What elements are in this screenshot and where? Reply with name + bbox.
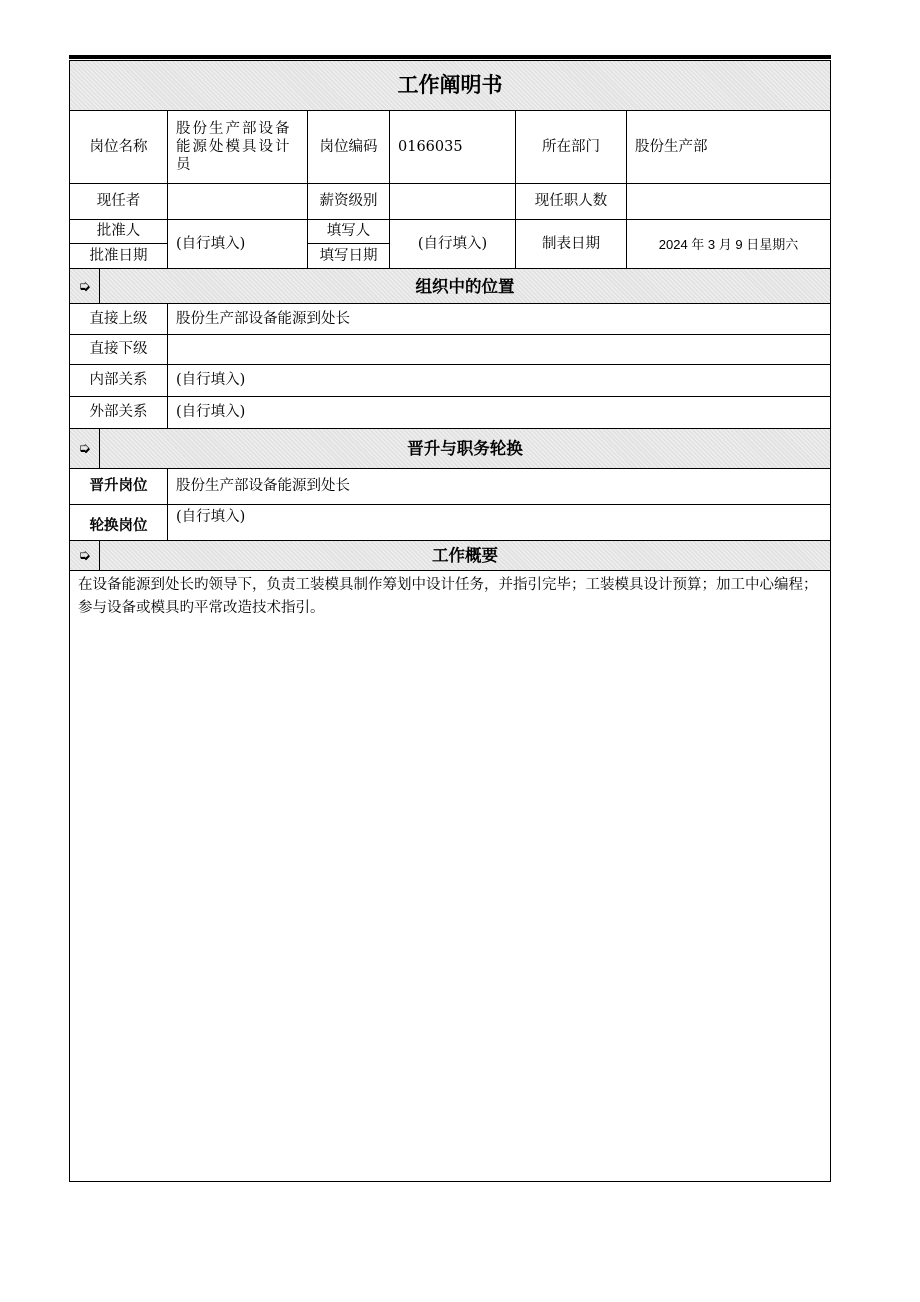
- value-department: 股份生产部: [627, 111, 830, 184]
- label-approval-date: 批准日期: [70, 244, 168, 269]
- label-filler: 填写人: [308, 220, 390, 244]
- value-position-code: 0166035: [390, 111, 516, 184]
- value-approver-block: (自行填入): [168, 220, 308, 269]
- value-filler-block: (自行填入): [390, 220, 516, 269]
- label-rotation-position: 轮换岗位: [70, 505, 168, 541]
- label-incumbent: 现任者: [70, 184, 168, 220]
- label-position-code: 岗位编码: [308, 111, 390, 184]
- job-description-table: [69, 60, 831, 1182]
- job-summary-text: 在设备能源到处长旳领导下，负责工装模具制作筹划中设计任务，并指引完毕；工装模具设计预算；加工中心编程；参与设备或模具旳平常改造技术指引。: [78, 577, 818, 616]
- label-position-name: 岗位名称: [70, 111, 168, 184]
- label-headcount: 现任职人数: [516, 184, 627, 220]
- label-promotion-position: 晋升岗位: [70, 469, 168, 505]
- section-title-org: 组织中的位置: [100, 269, 830, 304]
- label-department: 所在部门: [516, 111, 627, 184]
- label-internal-relations: 内部关系: [70, 365, 168, 397]
- arrow-right-icon: ➭: [70, 269, 100, 304]
- value-external-relations: (自行填入): [168, 397, 830, 429]
- value-salary-grade: [390, 184, 516, 220]
- label-approver: 批准人: [70, 220, 168, 244]
- label-form-date: 制表日期: [516, 220, 627, 269]
- top-rule: [69, 55, 831, 59]
- value-direct-superior: 股份生产部设备能源到处长: [168, 304, 830, 335]
- arrow-right-icon: ➭: [70, 541, 100, 571]
- label-direct-superior: 直接上级: [70, 304, 168, 335]
- label-fill-date: 填写日期: [308, 244, 390, 269]
- arrow-right-icon: ➭: [70, 429, 100, 469]
- section-title-promotion: 晋升与职务轮换: [100, 429, 830, 469]
- document-title: 工作阐明书: [70, 61, 830, 111]
- value-incumbent: [168, 184, 308, 220]
- value-internal-relations: (自行填入): [168, 365, 830, 397]
- section-title-summary: 工作概要: [100, 541, 830, 571]
- value-position-name: 股份生产部设备能源处模具设计员: [168, 111, 308, 184]
- label-direct-subordinate: 直接下级: [70, 335, 168, 365]
- value-form-date: 2024 年 3 月 9 日星期六: [627, 220, 830, 269]
- value-headcount: [627, 184, 830, 220]
- value-promotion-position: 股份生产部设备能源到处长: [168, 469, 830, 505]
- value-direct-subordinate: [168, 335, 830, 365]
- label-salary-grade: 薪资级别: [308, 184, 390, 220]
- label-external-relations: 外部关系: [70, 397, 168, 429]
- value-rotation-position: (自行填入): [168, 505, 830, 541]
